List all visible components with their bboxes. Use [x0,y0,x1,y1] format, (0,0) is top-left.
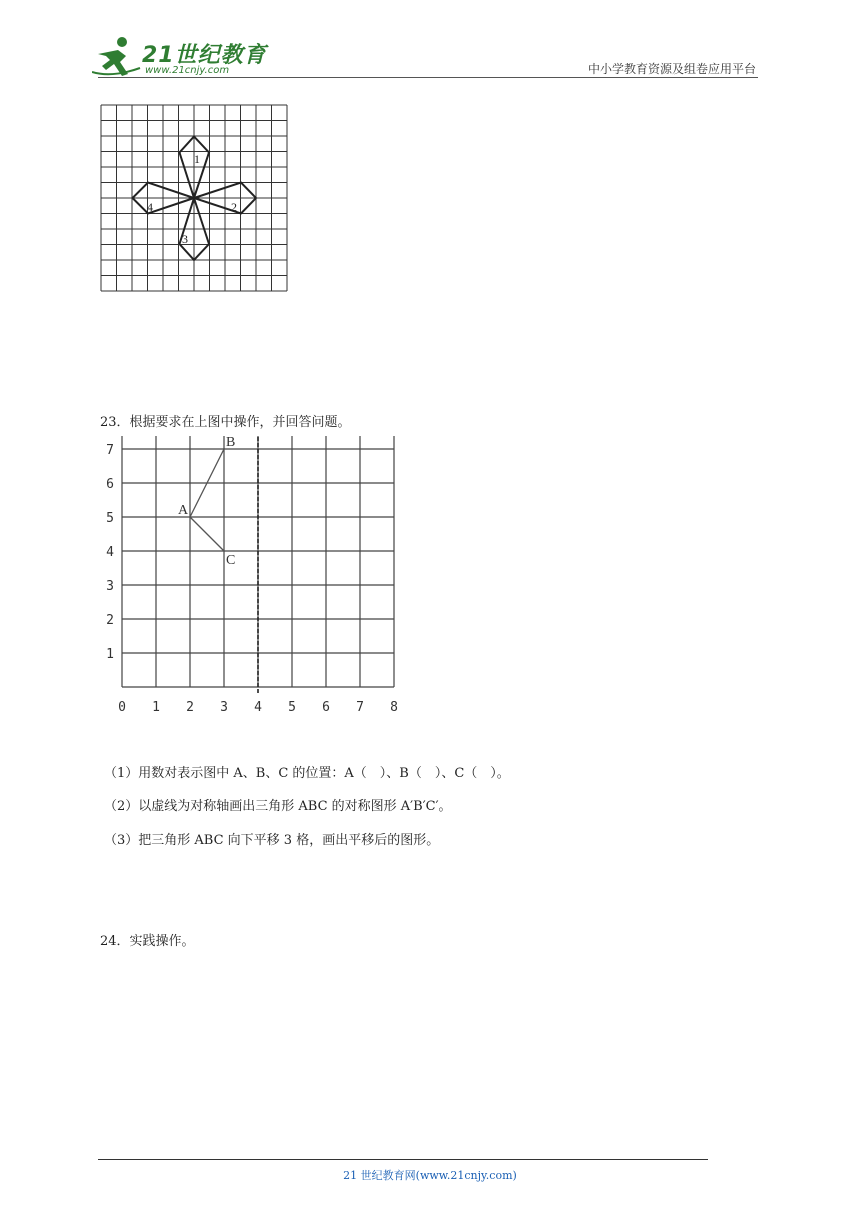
brand-url: www.21cnjy.com [145,65,230,76]
x-tick-label: 8 [390,700,398,715]
y-tick-label: 4 [106,545,114,560]
y-tick-label: 3 [106,579,114,594]
petal-label-4: 4 [147,200,153,214]
x-tick-label: 7 [356,700,364,715]
petal-label-2: 2 [231,200,237,214]
header-platform-text: 中小学教育资源及组卷应用平台 [587,62,756,76]
footer-site-link[interactable]: 21 世纪教育网(www.21cnjy.com) [343,1169,517,1182]
runner-logo-icon [92,34,142,80]
coordinate-grid-chart [100,436,410,746]
x-tick-label: 1 [152,700,160,715]
footer-divider [98,1159,708,1160]
x-tick-label: 2 [186,700,194,715]
header-divider [98,77,758,78]
petal-label-3: 3 [182,232,188,246]
triangle-abc [178,436,235,568]
question-24-title: 24．实践操作。 [100,934,195,949]
petal-label-1: 1 [194,152,200,166]
question-23-part-3: （3）把三角形 ABC 向下平移 3 格，画出平移后的图形。 [104,833,440,848]
y-tick-label: 2 [106,613,114,628]
x-tick-label: 4 [254,700,262,715]
question-23-part-1: （1）用数对表示图中 A、B、C 的位置：A（ ）、B（ ）、C（ ）。 [104,766,510,781]
brand-name: 21世纪教育 [142,43,267,68]
point-label-a: A [178,503,189,518]
y-tick-label: 6 [106,477,114,492]
y-tick-label: 7 [106,443,114,458]
point-label-c: C [226,553,236,568]
x-tick-label: 0 [118,700,126,715]
question-23-part-2: （2）以虚线为对称轴画出三角形 ABC 的对称图形 A′B′C′。 [104,799,452,814]
axis-tick-labels [106,436,398,715]
x-tick-label: 5 [288,700,296,715]
x-tick-label: 3 [220,700,228,715]
point-label-b: B [226,436,236,450]
y-tick-label: 1 [106,647,114,662]
segment-AC [190,517,224,551]
y-tick-label: 5 [106,511,114,526]
x-tick-label: 6 [322,700,330,715]
flower-grid-figure [100,104,290,294]
question-23-title: 23．根据要求在上图中操作，并回答问题。 [100,415,351,430]
